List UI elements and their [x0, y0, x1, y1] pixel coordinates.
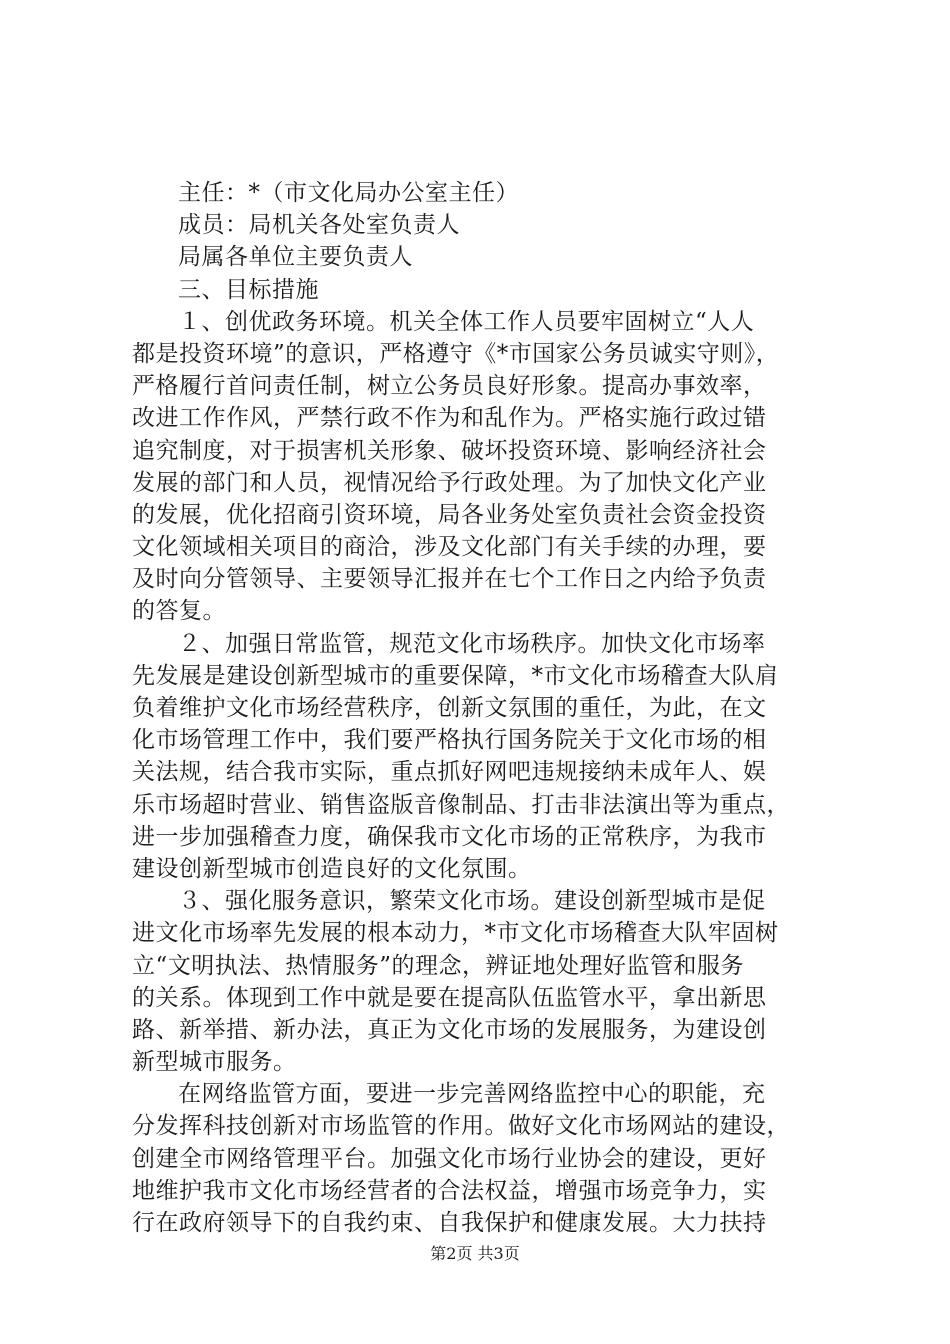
- text-line: １、创优政务环境。机关全体工作人员要牢固树立“人人: [178, 308, 755, 335]
- text-line: ２、加强日常监管，规范文化市场秩序。加快文化市场率: [178, 630, 766, 657]
- text-line: 关法规，结合我市实际，重点抓好网吧违规接纳未成年人、娱: [132, 759, 767, 786]
- text-line: 三、目标措施: [178, 276, 319, 303]
- text-line: 主任：*（市文化局办公室主任）: [178, 180, 519, 206]
- text-line: ３、强化服务意识，繁荣文化市场。建设创新型城市是促: [178, 888, 766, 915]
- text-line: 成员：局机关各处室负责人: [178, 212, 460, 239]
- text-line: 化市场管理工作中，我们要严格执行国务院关于文化市场的相: [132, 727, 767, 754]
- text-line: 的关系。体现到工作中就是要在提高队伍监管水平，拿出新思: [132, 984, 767, 1011]
- text-line: 分发挥科技创新对市场监管的作用。做好文化市场网站的建设，: [132, 1113, 790, 1140]
- page-footer: [0, 1244, 950, 1264]
- text-line: 路、新举措、新办法，真正为文化市场的发展服务，为建设创: [132, 1016, 767, 1043]
- text-line: 负着维护文化市场经营秩序，创新文氛围的重任，为此，在文: [132, 695, 767, 721]
- text-line: 的发展，优化招商引资环境，局各业务处室负责社会资金投资: [132, 501, 767, 528]
- text-line: 及时向分管领导、主要领导汇报并在七个工作日之内给予负责: [132, 566, 767, 593]
- text-line: 新型城市服务。: [132, 1049, 297, 1076]
- text-line: 建设创新型城市创造良好的文化氛围。: [132, 855, 532, 882]
- text-line: 行在政府领导下的自我约束、自我保护和健康发展。大力扶持: [132, 1210, 767, 1236]
- text-line: 发展的部门和人员，视情况给予行政处理。为了加快文化产业: [132, 469, 767, 496]
- text-line: 文化领域相关项目的商洽，涉及文化部门有关手续的办理，要: [132, 534, 767, 561]
- text-line: 局属各单位主要负责人: [178, 244, 413, 271]
- text-line: 立“文明执法、热情服务”的理念，辨证地处理好监管和服务: [132, 952, 745, 979]
- text-line: 都是投资环境”的意识，严格遵守《*市国家公务员诚实守则》，: [132, 340, 780, 367]
- text-line: 进一步加强稽查力度，确保我市文化市场的正常秩序，为我市: [132, 823, 767, 850]
- text-line: 在网络监管方面，要进一步完善网络监控中心的职能，充: [178, 1081, 766, 1108]
- text-line: 的答复。: [132, 598, 226, 625]
- text-line: 追究制度，对于损害机关形象、破坏投资环境、影响经济社会: [132, 437, 767, 464]
- text-line: 先发展是建设创新型城市的重要保障，*市文化市场稽查大队肩: [132, 662, 779, 689]
- text-line: 进文化市场率先发展的根本动力，*市文化市场稽查大队牢固树: [132, 920, 779, 947]
- text-line: 严格履行首问责任制，树立公务员良好形象。提高办事效率，: [132, 373, 767, 400]
- document-body: [132, 177, 832, 1239]
- text-line: 改进工作作风，严禁行政不作为和乱作为。严格实施行政过错: [132, 405, 767, 432]
- text-line: 乐市场超时营业、销售盗版音像制品、打击非法演出等为重点，: [132, 791, 790, 818]
- page-number: 第2页 共3页: [430, 1244, 520, 1263]
- text-line: 地维护我市文化市场经营者的合法权益，增强市场竞争力，实: [132, 1177, 767, 1204]
- text-line: 创建全市网络管理平台。加强文化市场行业协会的建设，更好: [132, 1145, 767, 1172]
